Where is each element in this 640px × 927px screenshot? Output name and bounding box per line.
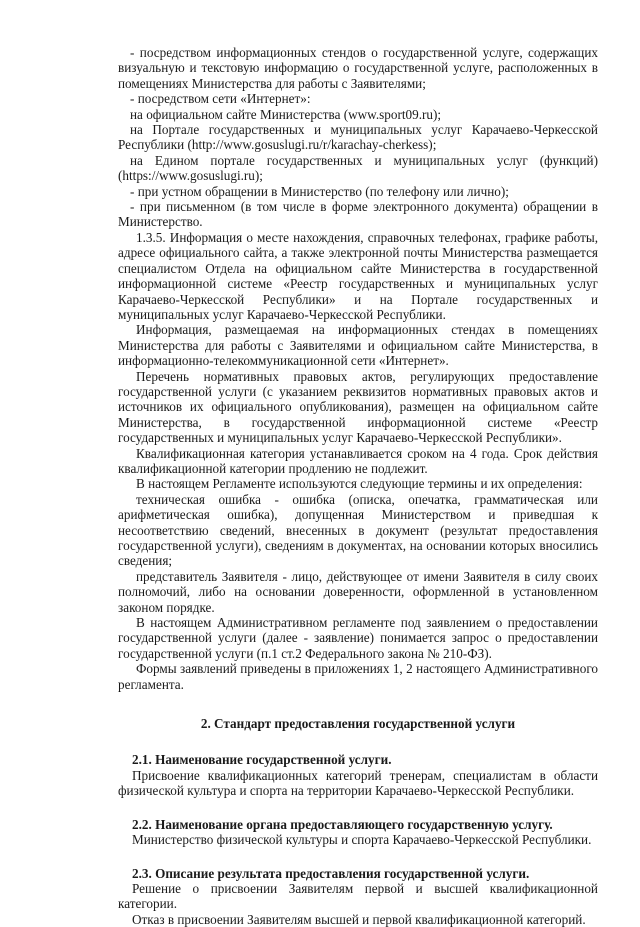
paragraph-unified-portal: на Едином портале государственных и муниципальных услуг (функций) (https://www.gosuslugi.ru); <box>118 152 598 184</box>
paragraph-application-forms: Формы заявлений приведены в приложениях 1, 2 настоящего Административного регламента. <box>118 661 598 692</box>
paragraph-oral-request: - при устном обращении в Министерство (по телефону или лично); <box>130 183 509 199</box>
subsection-2-3-text-1: Решение о присвоении Заявителям первой и высшей квалификационной категории. <box>118 880 598 912</box>
paragraph-info-stands: - посредством информационных стендов о государственной услуге, содержащих визуальную и текстовую информацию о государственной услуге, расположенных в помещениях Министерства для работы с Заявителями; <box>118 45 598 91</box>
subsection-2-3-title: 2.3. Описание результата предоставления государственной услуги. <box>132 865 530 881</box>
paragraph-terms-intro: В настоящем Регламенте используются следующие термины и их определения: <box>136 476 583 492</box>
paragraph-1-3-5: 1.3.5. Информация о месте нахождения, справочных телефонах, графике работы, адресе официального сайта, а также электронной почты Министерства размещается специалистом Отдела на официальном сайте Министерства в государственной информационной системе «Реестр государственных и муниципальных услуг Карачаево-Черкесской Республики» и на Портале государственных и муниципальных услуг Карачаево-Черкесской Республики. <box>118 229 598 322</box>
paragraph-application-def: В настоящем Административном регламенте под заявлением о предоставлении государственной услуги (далее - заявление) понимается запрос о предоставлении государственной услуги (п.1 ст.2 Федерального закона № 210-ФЗ). <box>118 615 598 661</box>
paragraph-internet: - посредством сети «Интернет»: <box>130 91 311 107</box>
paragraph-representative: представитель Заявителя - лицо, действующее от имени Заявителя в силу своих полномочий, либо на основании доверенности, оформленной в установленном законом порядке. <box>118 568 598 615</box>
paragraph-written-request: - при письменном (в том числе в форме электронного документа) обращении в Министерство. <box>118 199 598 230</box>
subsection-2-2-title: 2.2. Наименование органа предоставляющего государственную услугу. <box>132 816 553 832</box>
paragraph-technical-error: техническая ошибка - ошибка (описка, опечатка, грамматическая или арифметическая ошибка), допущенная Министерством и приведшая к несоответствию сведений, внесенных в документ (результат предоставления государственной услуги), сведениям в документах, на основании которых вносились сведения; <box>118 491 598 569</box>
subsection-2-1-text: Присвоение квалификационных категорий тренерам, специалистам в области физической культура и спорта на территории Карачаево-Черкесской Республики. <box>118 767 598 799</box>
paragraph-legal-acts: Перечень нормативных правовых актов, регулирующих предоставление государственной услуги (с указанием реквизитов нормативных правовых актов и источников их официального опубликования), размещен на официальном сайте Министерства, в государственной информационной системе «Реестр государственных и муниципальных услуг Карачаево-Черкесской Республики». <box>118 368 598 446</box>
paragraph-info-placement: Информация, размещаемая на информационных стендах в помещениях Министерства для работы с Заявителями и официальном сайте Министерства, в информационно-телекоммуникационной сети «Интернет». <box>118 322 598 369</box>
subsection-2-2-text: Министерство физической культуры и спорта Карачаево-Черкесской Республики. <box>132 832 592 848</box>
subsection-2-3-text-2: Отказ в присвоении Заявителям высшей и первой квалификационной категорий. <box>132 911 586 927</box>
paragraph-regional-portal: на Портале государственных и муниципальных услуг Карачаево-Черкесской Республики (http://www.gosuslugi.ru/r/karachay-cherkess); <box>118 122 598 153</box>
paragraph-category-term: Квалификационная категория устанавливается сроком на 4 года. Срок действия квалификационной категории продлению не подлежит. <box>118 445 598 476</box>
section-2-heading: 2. Стандарт предоставления государственной услуги <box>200 716 516 732</box>
subsection-2-1-title: 2.1. Наименование государственной услуги. <box>132 752 392 768</box>
document-body <box>118 45 598 927</box>
paragraph-official-site: на официальном сайте Министерства (www.sport09.ru); <box>130 106 442 122</box>
